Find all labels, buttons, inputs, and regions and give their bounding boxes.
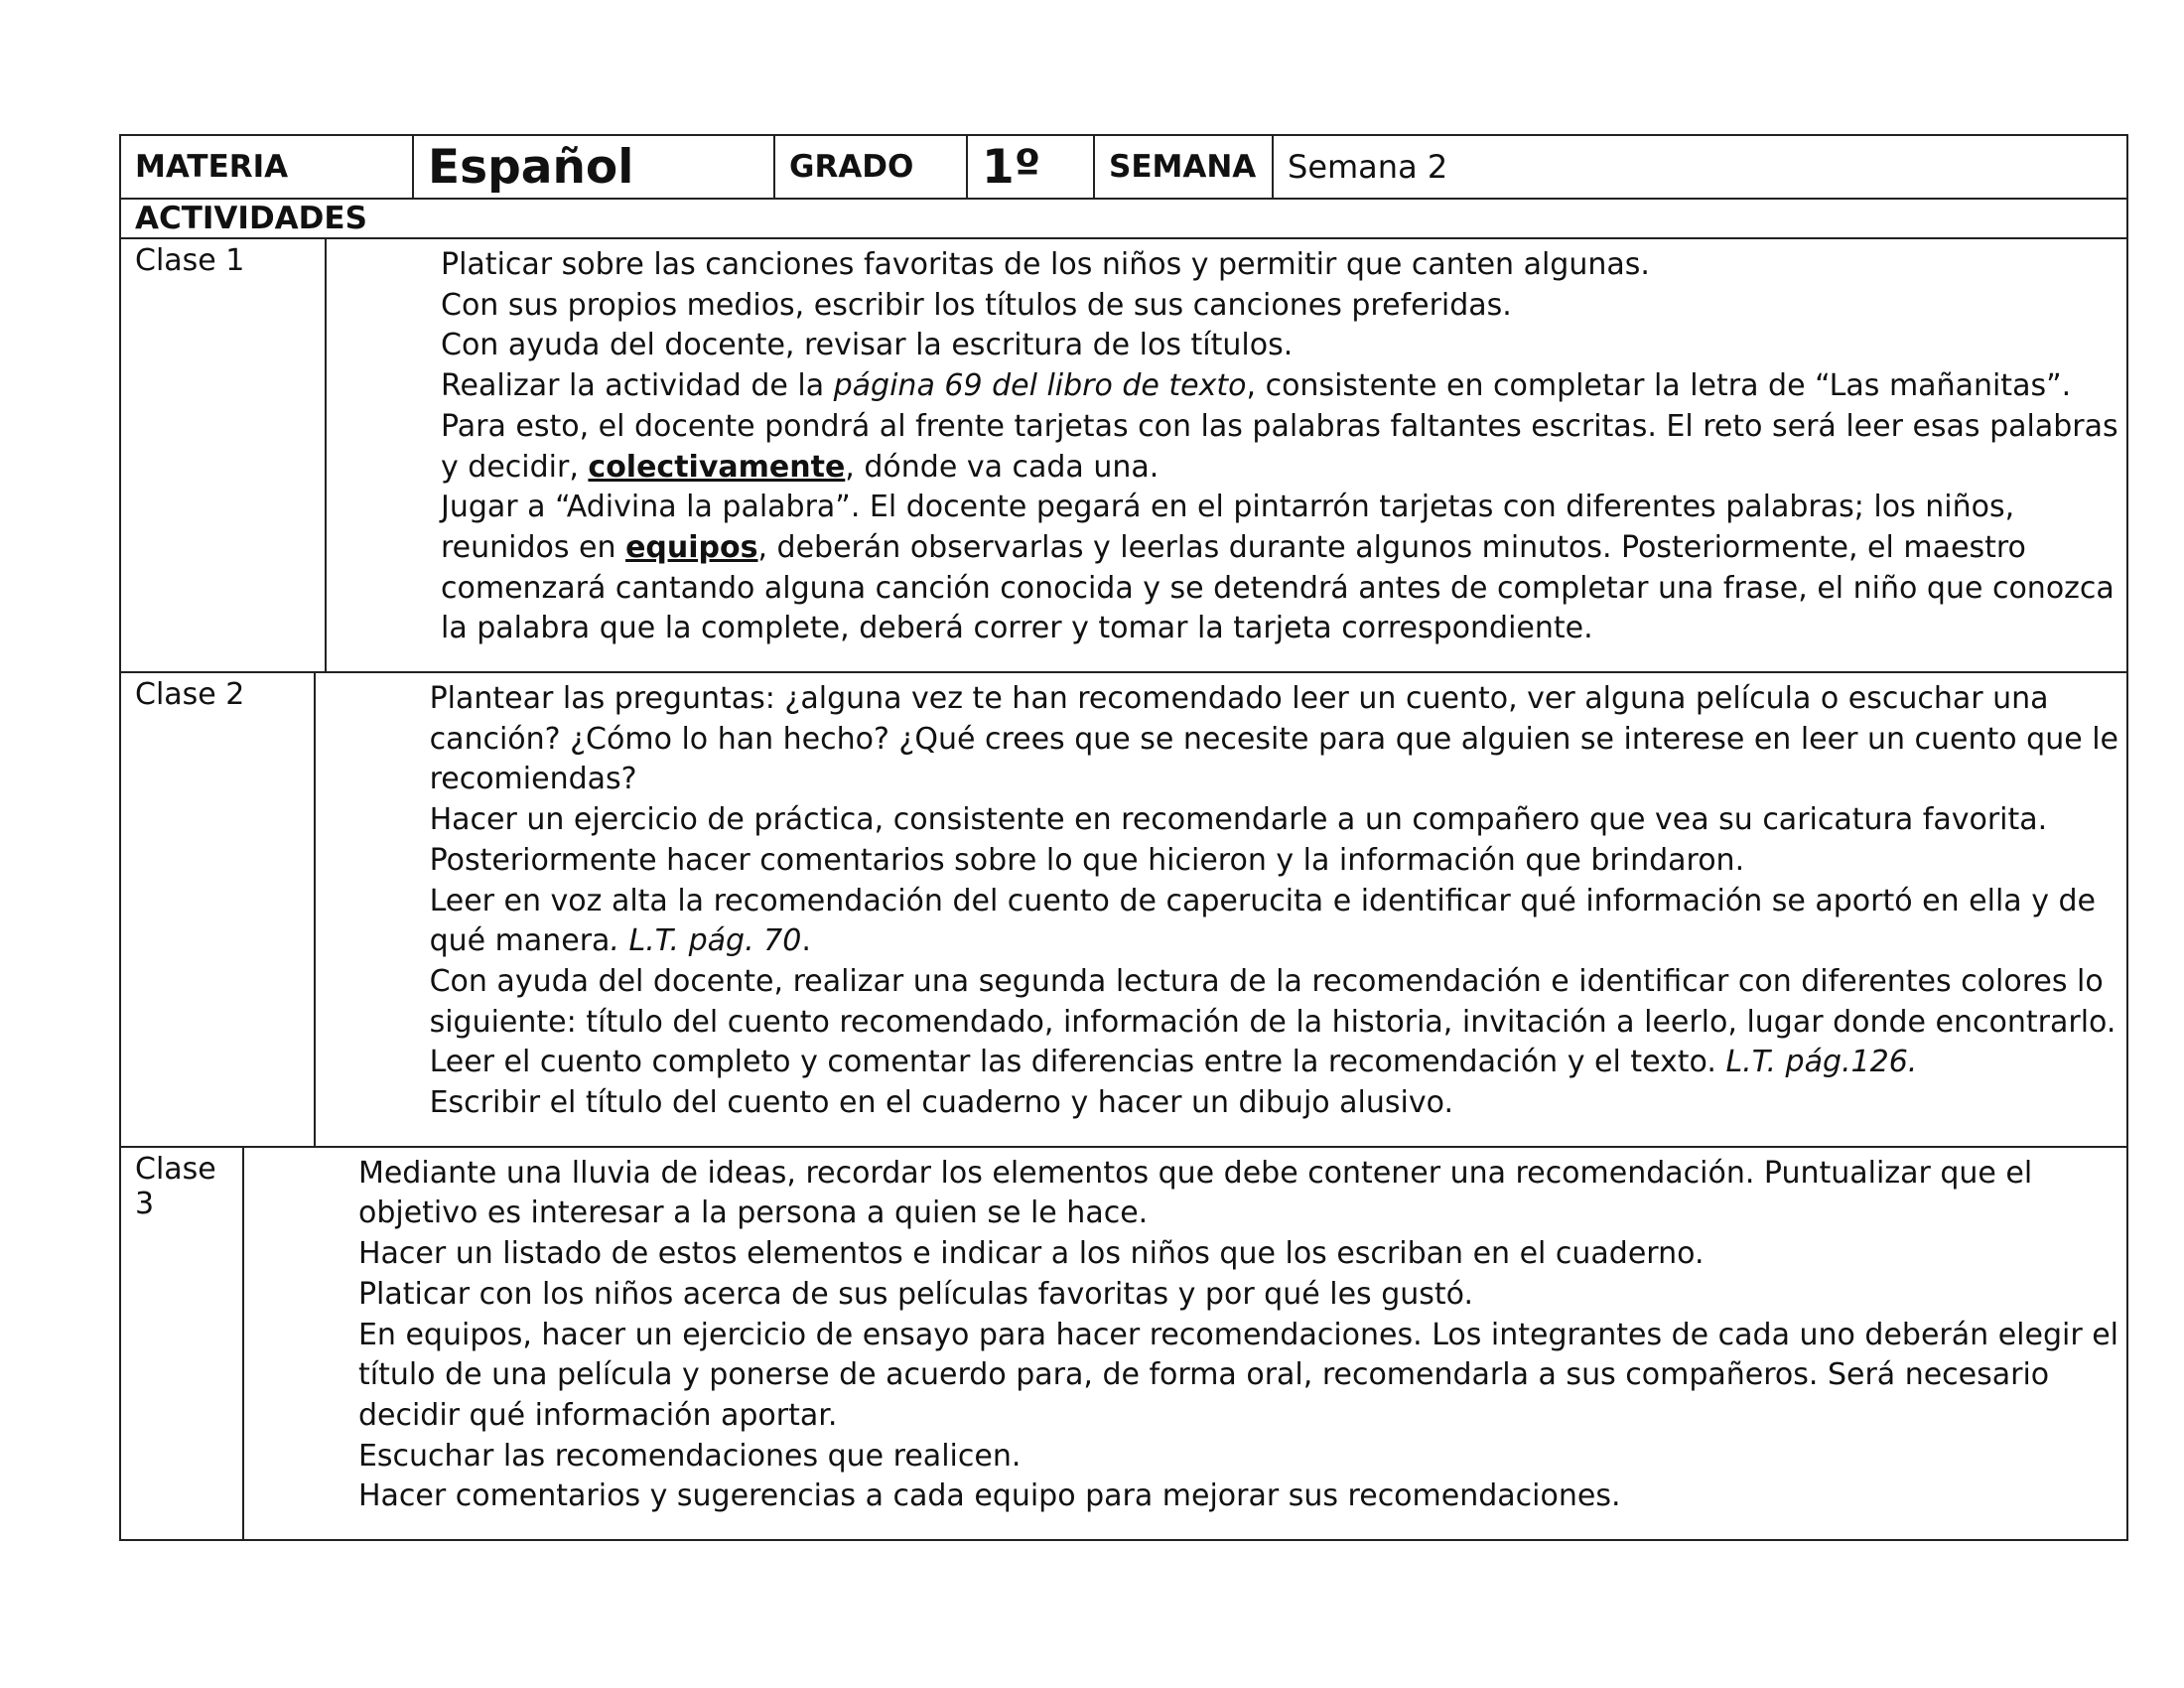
text-run: Escuchar las recomendaciones que realicen. (357, 1438, 1022, 1474)
activity-line (358, 1194, 2118, 1234)
semana-label: SEMANA (1109, 149, 1257, 185)
text-run: reunidos en (441, 529, 626, 565)
activity-line (430, 800, 2118, 841)
text-run: Escribir el título del cuento en el cuaderno y hacer un dibujo alusivo. (429, 1085, 1453, 1121)
activity-line (358, 1355, 2118, 1396)
activity-line (441, 528, 2118, 569)
activity-line (358, 1437, 2118, 1477)
text-run: Hacer comentarios y sugerencias a cada equipo para mejorar sus recomendaciones. (357, 1478, 1621, 1514)
activity-line (441, 286, 2118, 327)
clase-label: Clase 3 (121, 1148, 244, 1539)
clase-activities (327, 239, 2126, 671)
text-run: Con ayuda del docente, revisar la escritura de los títulos. (441, 328, 1294, 363)
activity-line (441, 245, 2118, 286)
semana-value-cell (1274, 136, 2126, 198)
text-run: Con sus propios medios, escribir los títulos de sus canciones preferidas. (441, 287, 1512, 323)
text-run: Hacer un listado de estos elementos e indicar a los niños que los escriban en el cuaderno. (357, 1236, 1705, 1272)
clase-row (121, 239, 2126, 673)
activity-line (430, 760, 2118, 800)
semana-label-cell (1095, 136, 1274, 198)
activity-line (358, 1234, 2118, 1275)
actividades-heading: ACTIVIDADES (121, 200, 2126, 239)
reference-text: . L.T. pág. 70 (610, 923, 802, 959)
text-run: Jugar a “Adivina la palabra”. El docente pegará en el pintarrón tarjetas con diferentes palabras; los niños, (441, 490, 2015, 525)
activity-line (441, 488, 2118, 528)
activity-line (430, 1083, 2118, 1124)
activity-line (358, 1477, 2118, 1517)
clase-row (121, 1148, 2126, 1539)
activity-line (430, 1043, 2118, 1083)
text-run: la palabra que la complete, deberá correr y tomar la tarjeta correspondiente. (441, 611, 1593, 646)
clase-activities (316, 673, 2126, 1146)
text-run: Hacer un ejercicio de práctica, consistente en recomendarle a un compañero que vea su caricatura favorita. (429, 802, 2048, 838)
emphasis-text: equipos (625, 529, 758, 565)
header-row (121, 136, 2126, 200)
text-run: Platicar con los niños acerca de sus películas favoritas y por qué les gustó. (357, 1276, 1474, 1312)
activity-line (441, 569, 2118, 610)
text-run: siguiente: título del cuento recomendado, información de la historia, invitación a leerlo, lugar donde encontrarlo. (429, 1004, 2116, 1040)
text-run: y decidir, (441, 449, 589, 485)
text-run: , consistente en completar la letra de “Las mañanitas”. (1246, 368, 2072, 404)
text-run: , dónde va cada una. (845, 449, 1160, 485)
text-run: título de una película y ponerse de acuerdo para, de forma oral, recomendarla a sus compañeros. Será necesario (357, 1357, 2050, 1393)
activity-line (430, 841, 2118, 882)
activity-line (441, 609, 2118, 649)
activity-line (358, 1275, 2118, 1316)
grado-value: 1º (982, 139, 1041, 195)
materia-label-cell (121, 136, 414, 198)
text-run: canción? ¿Cómo lo han hecho? ¿Qué crees que se necesite para que alguien se interese en leer un cuento que le (429, 721, 2118, 757)
text-run: Leer el cuento completo y comentar las diferencias entre la recomendación y el texto. (429, 1045, 1726, 1080)
reference-text: L.T. pág.126. (1725, 1045, 1918, 1080)
activity-line (430, 679, 2118, 720)
text-run: Realizar la actividad de la (441, 368, 834, 404)
text-run: qué manera (429, 923, 611, 959)
text-run: , deberán observarlas y leerlas durante algunos minutos. Posteriormente, el maestro (757, 529, 2026, 565)
text-run: . (801, 923, 811, 959)
activity-line (441, 448, 2118, 489)
semana-value: Semana 2 (1288, 148, 1448, 186)
activity-line (358, 1154, 2118, 1195)
activity-line (441, 407, 2118, 448)
text-run: Con ayuda del docente, realizar una segunda lectura de la recomendación e identificar con diferentes colores lo (429, 963, 2104, 999)
activity-line (430, 882, 2118, 922)
clase-activities (244, 1148, 2126, 1539)
activity-line (441, 326, 2118, 366)
lesson-plan-table (119, 134, 2128, 1541)
grado-label: GRADO (789, 149, 914, 185)
activity-line (430, 962, 2118, 1003)
materia-value: Español (428, 139, 634, 195)
activity-line (430, 921, 2118, 962)
text-run: Posteriormente hacer comentarios sobre lo que hicieron y la información que brindaron. (429, 842, 1745, 878)
grado-label-cell (775, 136, 968, 198)
activity-line (441, 366, 2118, 407)
text-run: Para esto, el docente pondrá al frente tarjetas con las palabras faltantes escritas. El reto será leer esas palabras (441, 408, 2118, 444)
activity-line (358, 1396, 2118, 1437)
text-run: decidir qué información aportar. (357, 1397, 838, 1433)
materia-label: MATERIA (135, 149, 289, 185)
text-run: comenzará cantando alguna canción conocida y se detendrá antes de completar una frase, el niño que conozca (441, 570, 2115, 606)
text-run: Platicar sobre las canciones favoritas de los niños y permitir que canten algunas. (441, 247, 1650, 282)
text-run: Leer en voz alta la recomendación del cuento de caperucita e identificar qué información se aportó en ella y de (429, 883, 2096, 918)
clase-row (121, 673, 2126, 1148)
text-run: Plantear las preguntas: ¿alguna vez te han recomendado leer un cuento, ver alguna película o escuchar una (429, 681, 2049, 717)
materia-value-cell (414, 136, 775, 198)
reference-text: página 69 del libro de texto (833, 368, 1247, 404)
activity-line (430, 1003, 2118, 1044)
clase-label: Clase 1 (121, 239, 327, 671)
activity-line (430, 720, 2118, 761)
text-run: En equipos, hacer un ejercicio de ensayo para hacer recomendaciones. Los integrantes de cada uno deberán elegir el (357, 1317, 2118, 1352)
grado-value-cell (968, 136, 1095, 198)
activity-line (358, 1316, 2118, 1356)
text-run: Mediante una lluvia de ideas, recordar los elementos que debe contener una recomendación. Puntualizar que el (357, 1155, 2033, 1191)
text-run: recomiendas? (429, 762, 637, 797)
clase-label: Clase 2 (121, 673, 316, 1146)
text-run: objetivo es interesar a la persona a quien se le hace. (357, 1196, 1149, 1231)
emphasis-text: colectivamente (588, 449, 846, 485)
